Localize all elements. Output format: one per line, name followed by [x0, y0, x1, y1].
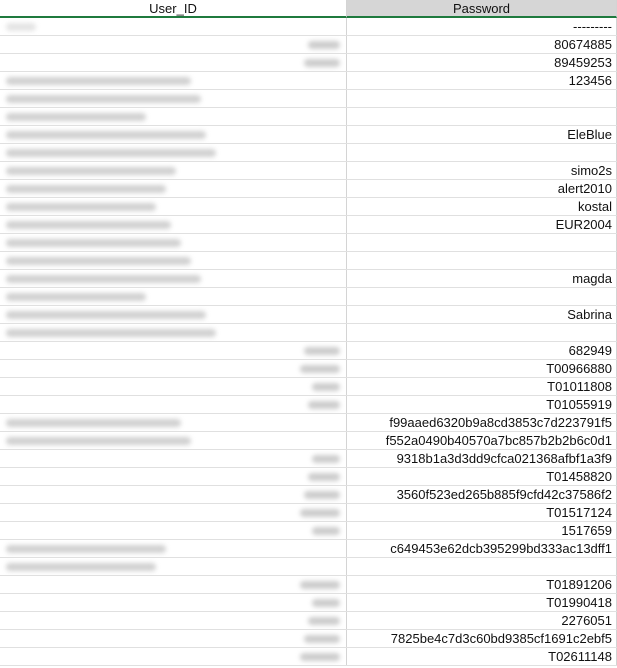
cell-user-id[interactable]	[0, 396, 347, 413]
cell-user-id[interactable]	[0, 378, 347, 395]
cell-user-id[interactable]	[0, 648, 347, 665]
cell-password[interactable]: f552a0490b40570a7bc857b2b2b6c0d1	[347, 432, 617, 449]
table-row	[0, 234, 617, 252]
table-row	[0, 126, 617, 144]
cell-user-id[interactable]	[0, 594, 347, 611]
table-row	[0, 396, 617, 414]
cell-password[interactable]	[347, 144, 617, 161]
cell-user-id[interactable]	[0, 36, 347, 53]
cell-user-id[interactable]	[0, 90, 347, 107]
redacted-user-id	[6, 329, 216, 337]
redacted-user-id	[6, 77, 191, 85]
cell-password[interactable]: 9318b1a3d3dd9cfca021368afbf1a3f9	[347, 450, 617, 467]
cell-password[interactable]: magda	[347, 270, 617, 287]
redacted-user-id	[6, 95, 201, 103]
header-row	[0, 0, 617, 18]
cell-password[interactable]: T01891206	[347, 576, 617, 593]
redacted-user-id	[312, 527, 340, 535]
cell-password[interactable]: T02611148	[347, 648, 617, 665]
redacted-user-id	[6, 437, 191, 445]
table-row	[0, 468, 617, 486]
redacted-user-id	[6, 419, 181, 427]
cell-password[interactable]	[347, 108, 617, 125]
cell-password[interactable]: simo2s	[347, 162, 617, 179]
cell-user-id[interactable]	[0, 198, 347, 215]
redacted-user-id	[6, 545, 166, 553]
redacted-user-id	[304, 635, 340, 643]
column-header-password[interactable]: Password	[347, 0, 617, 18]
cell-password[interactable]	[347, 558, 617, 575]
cell-user-id[interactable]	[0, 324, 347, 341]
table-row	[0, 162, 617, 180]
cell-user-id[interactable]	[0, 18, 347, 35]
table-row	[0, 630, 617, 648]
table-row	[0, 576, 617, 594]
redacted-user-id	[6, 257, 191, 265]
cell-user-id[interactable]	[0, 576, 347, 593]
redacted-user-id	[6, 275, 201, 283]
redacted-user-id	[6, 203, 156, 211]
redacted-user-id	[300, 653, 340, 661]
cell-password[interactable]: 89459253	[347, 54, 617, 71]
redacted-user-id	[308, 401, 340, 409]
cell-user-id[interactable]	[0, 360, 347, 377]
cell-password[interactable]: 682949	[347, 342, 617, 359]
cell-password[interactable]: ---------	[347, 18, 617, 35]
cell-password[interactable]: f99aaed6320b9a8cd3853c7d223791f5	[347, 414, 617, 431]
cell-password[interactable]: Sabrina	[347, 306, 617, 323]
table-row	[0, 36, 617, 54]
cell-user-id[interactable]	[0, 486, 347, 503]
table-row	[0, 378, 617, 396]
table-row	[0, 54, 617, 72]
table-row	[0, 486, 617, 504]
table-row	[0, 288, 617, 306]
redacted-user-id	[300, 509, 340, 517]
redacted-user-id	[312, 455, 340, 463]
cell-password[interactable]	[347, 324, 617, 341]
table-row	[0, 612, 617, 630]
table-row	[0, 72, 617, 90]
redacted-user-id	[308, 617, 340, 625]
redacted-user-id	[308, 473, 340, 481]
cell-password[interactable]	[347, 288, 617, 305]
cell-user-id[interactable]	[0, 216, 347, 233]
redacted-user-id	[6, 311, 206, 319]
cell-password[interactable]: T01458820	[347, 468, 617, 485]
table-row	[0, 18, 617, 36]
redacted-user-id	[6, 149, 216, 157]
redacted-user-id	[6, 113, 146, 121]
table-row	[0, 504, 617, 522]
cell-password[interactable]: 80674885	[347, 36, 617, 53]
cell-password[interactable]: 7825be4c7d3c60bd9385cf1691c2ebf5	[347, 630, 617, 647]
cell-user-id[interactable]	[0, 504, 347, 521]
cell-password[interactable]: EleBlue	[347, 126, 617, 143]
cell-password[interactable]: 1517659	[347, 522, 617, 539]
cell-user-id[interactable]	[0, 54, 347, 71]
table-row	[0, 432, 617, 450]
redacted-user-id	[312, 383, 340, 391]
table-row	[0, 198, 617, 216]
table-row	[0, 270, 617, 288]
redacted-user-id	[6, 167, 176, 175]
cell-user-id[interactable]	[0, 540, 347, 557]
table-row	[0, 252, 617, 270]
redacted-user-id	[304, 347, 340, 355]
table-row	[0, 450, 617, 468]
cell-password[interactable]	[347, 234, 617, 251]
cell-user-id[interactable]	[0, 342, 347, 359]
cell-user-id[interactable]	[0, 108, 347, 125]
cell-user-id[interactable]	[0, 288, 347, 305]
table-row	[0, 108, 617, 126]
cell-user-id[interactable]	[0, 522, 347, 539]
redacted-user-id	[6, 185, 166, 193]
cell-user-id[interactable]	[0, 180, 347, 197]
redacted-user-id	[308, 41, 340, 49]
cell-password[interactable]: 123456	[347, 72, 617, 89]
cell-password[interactable]: T01990418	[347, 594, 617, 611]
cell-user-id[interactable]	[0, 252, 347, 269]
table-row	[0, 540, 617, 558]
cell-user-id[interactable]	[0, 612, 347, 629]
cell-user-id[interactable]	[0, 450, 347, 467]
table-row	[0, 648, 617, 666]
redacted-user-id	[6, 239, 181, 247]
redacted-user-id	[6, 293, 146, 301]
cell-user-id[interactable]	[0, 234, 347, 251]
redacted-user-id	[312, 599, 340, 607]
table-body	[0, 18, 617, 666]
cell-user-id[interactable]	[0, 126, 347, 143]
table-row	[0, 324, 617, 342]
cell-user-id[interactable]	[0, 558, 347, 575]
cell-password[interactable]: c649453e62dcb395299bd333ac13dff1	[347, 540, 617, 557]
cell-password[interactable]: T01517124	[347, 504, 617, 521]
cell-password[interactable]: 3560f523ed265b885f9cfd42c37586f2	[347, 486, 617, 503]
column-header-user-id[interactable]: User_ID	[0, 0, 347, 18]
cell-password[interactable]: EUR2004	[347, 216, 617, 233]
cell-user-id[interactable]	[0, 306, 347, 323]
redacted-user-id	[304, 59, 340, 67]
cell-password[interactable]: T01055919	[347, 396, 617, 413]
cell-password[interactable]	[347, 252, 617, 269]
redacted-user-id	[300, 365, 340, 373]
table-row	[0, 90, 617, 108]
redacted-user-id	[6, 23, 36, 31]
table-row	[0, 144, 617, 162]
cell-password[interactable]: T01011808	[347, 378, 617, 395]
cell-user-id[interactable]	[0, 468, 347, 485]
table-row	[0, 306, 617, 324]
redacted-user-id	[300, 581, 340, 589]
table-row	[0, 414, 617, 432]
cell-password[interactable]: T00966880	[347, 360, 617, 377]
cell-user-id[interactable]	[0, 432, 347, 449]
cell-password[interactable]: kostal	[347, 198, 617, 215]
table-row	[0, 594, 617, 612]
cell-user-id[interactable]	[0, 72, 347, 89]
table-row	[0, 342, 617, 360]
table-row	[0, 216, 617, 234]
redacted-user-id	[6, 221, 171, 229]
redacted-user-id	[6, 563, 156, 571]
cell-password[interactable]: 2276051	[347, 612, 617, 629]
table-row	[0, 522, 617, 540]
cell-user-id[interactable]	[0, 144, 347, 161]
cell-user-id[interactable]	[0, 162, 347, 179]
cell-password[interactable]	[347, 90, 617, 107]
redacted-user-id	[6, 131, 206, 139]
table-row	[0, 360, 617, 378]
cell-user-id[interactable]	[0, 630, 347, 647]
cell-user-id[interactable]	[0, 414, 347, 431]
cell-password[interactable]: alert2010	[347, 180, 617, 197]
table-row	[0, 558, 617, 576]
table-row	[0, 180, 617, 198]
cell-user-id[interactable]	[0, 270, 347, 287]
redacted-user-id	[304, 491, 340, 499]
